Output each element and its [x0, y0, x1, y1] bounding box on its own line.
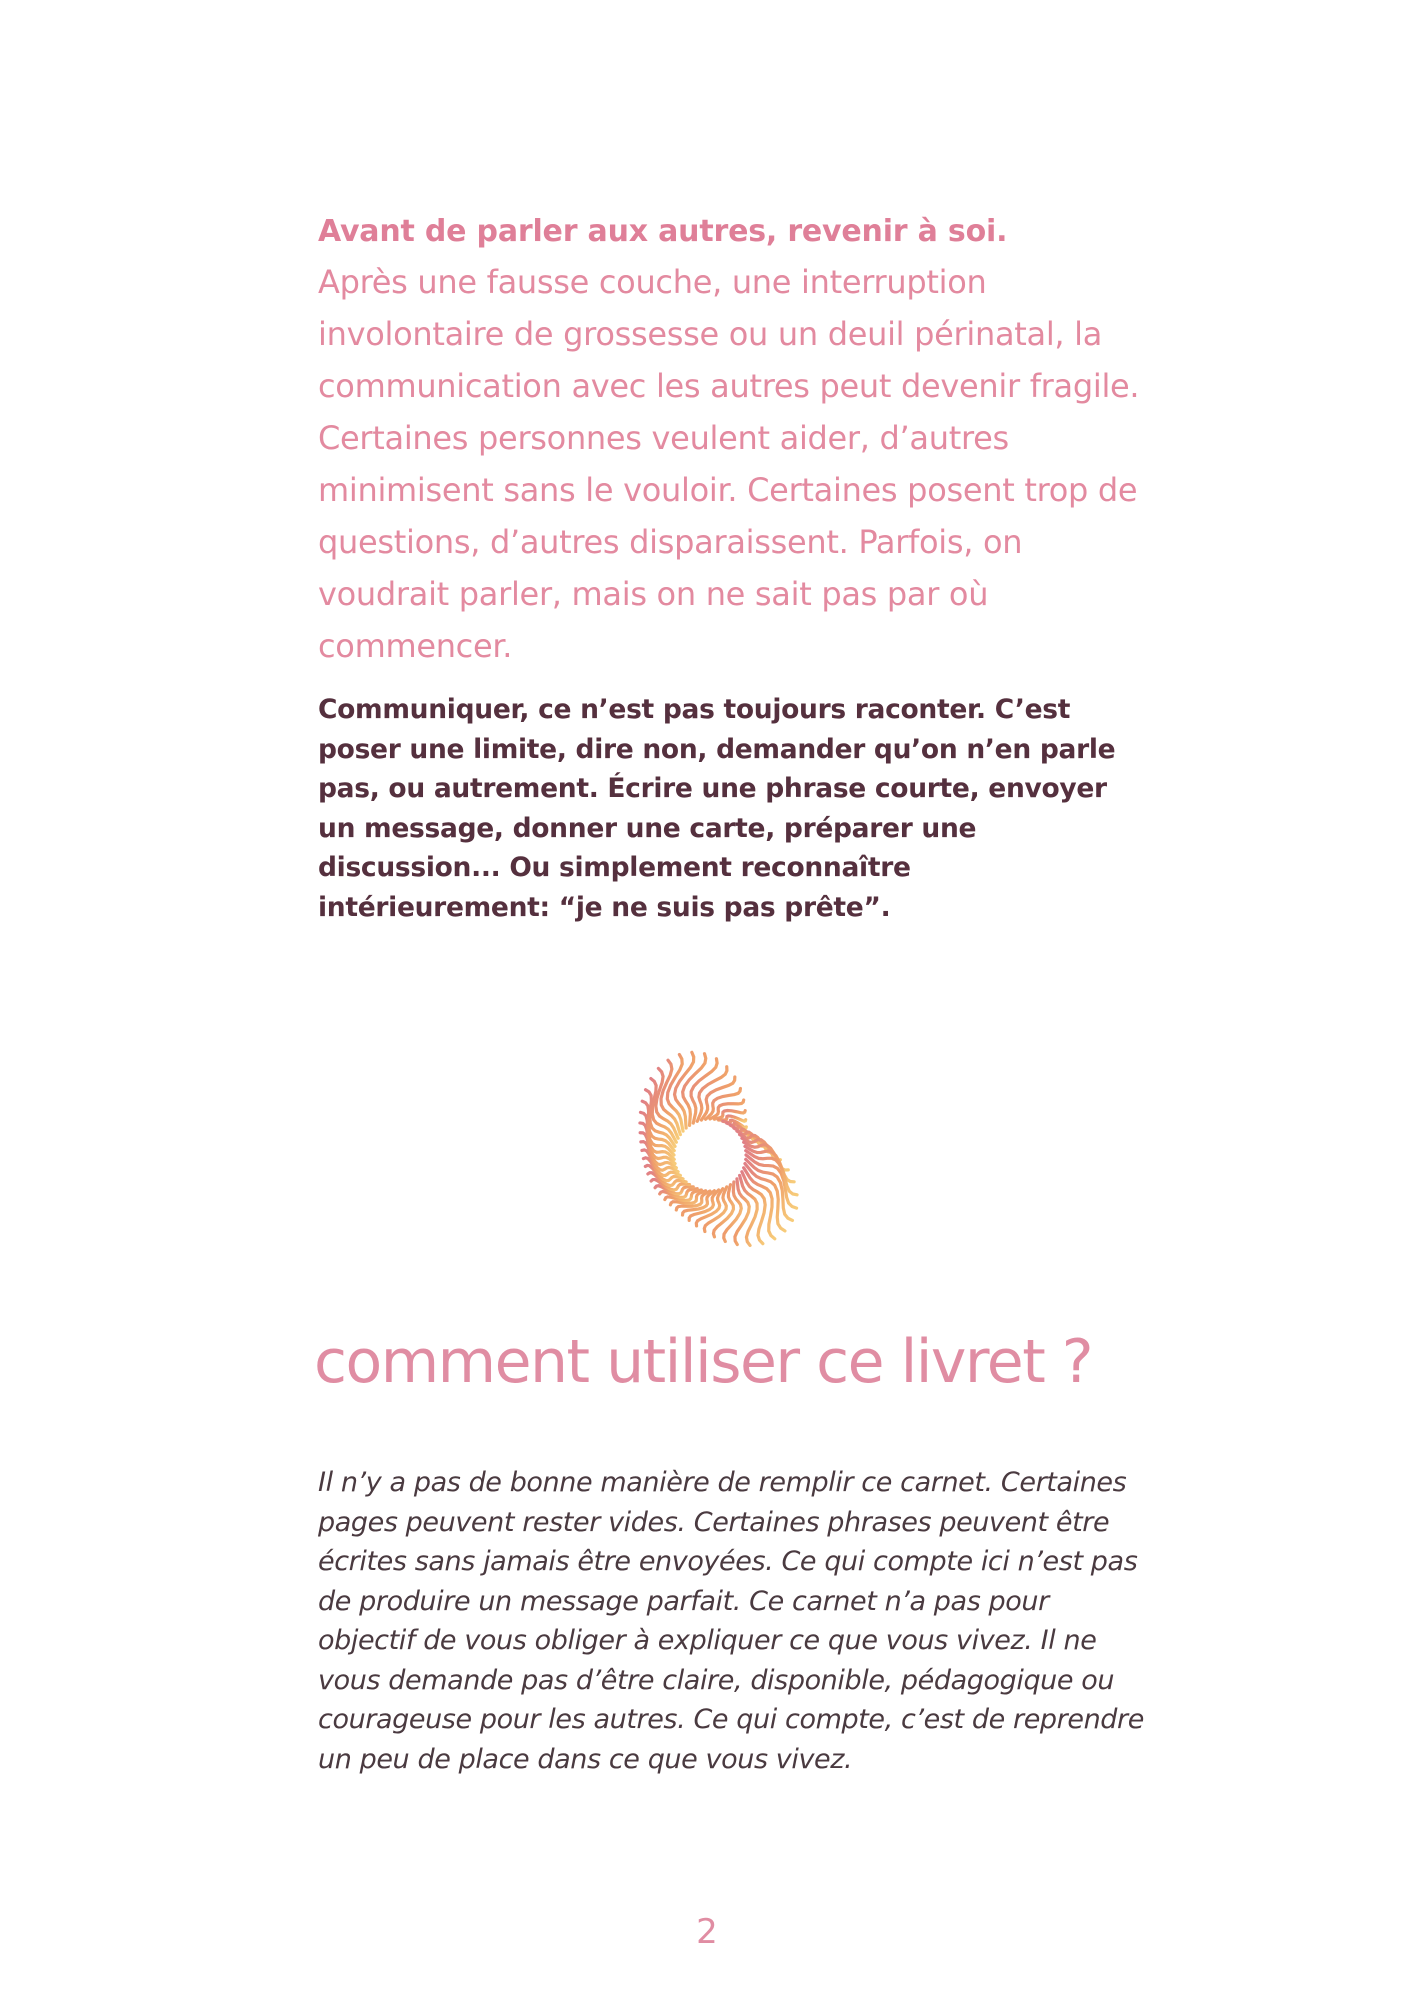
sun-rays-icon [590, 1035, 830, 1275]
intro-section [318, 210, 1158, 927]
intro-paragraph: Après une fausse couche, une interruption involontaire de grossesse ou un deuil périnatal, la communication avec les autres peut devenir fragile. Certaines personnes veulent aider, d’autres minimisent sans le vouloir. Certaines posent trop de questions, d’autres disparaissent. Parfois, on voudrait parler, mais on ne sait pas par où commencer. [318, 263, 1140, 665]
intro-heading: Avant de parler aux autres, revenir à soi. [318, 214, 1008, 249]
emphasis-paragraph: Communiquer, ce n’est pas toujours raconter. C’est poser une limite, dire non, demander qu’on n’en parle pas, ou autrement. Écrire une phrase courte, envoyer un message, donner une carte, préparer une discussion... Ou simplement reconnaître intérieurement: “je ne suis pas prête”. [318, 694, 1116, 923]
section-title: comment utiliser ce livret ? [314, 1327, 1093, 1397]
usage-paragraph: Il n’y a pas de bonne manière de remplir ce carnet. Certaines pages peuvent rester vides. Certaines phrases peuvent être écrites sans jamais être envoyées. Ce qui compte ici n’est pas de produire un message parfait. Ce carnet n’a pas pour objectif de vous obliger à expliquer ce que vous vivez. Il ne vous demande pas d’être claire, disponible, pédagogique ou courageuse pour les autres. Ce qui compte, c’est de reprendre un peu de place dans ce que vous vivez. [318, 1467, 1144, 1775]
page-number: 2 [696, 1912, 718, 1952]
sun-rays-group [640, 1052, 797, 1245]
